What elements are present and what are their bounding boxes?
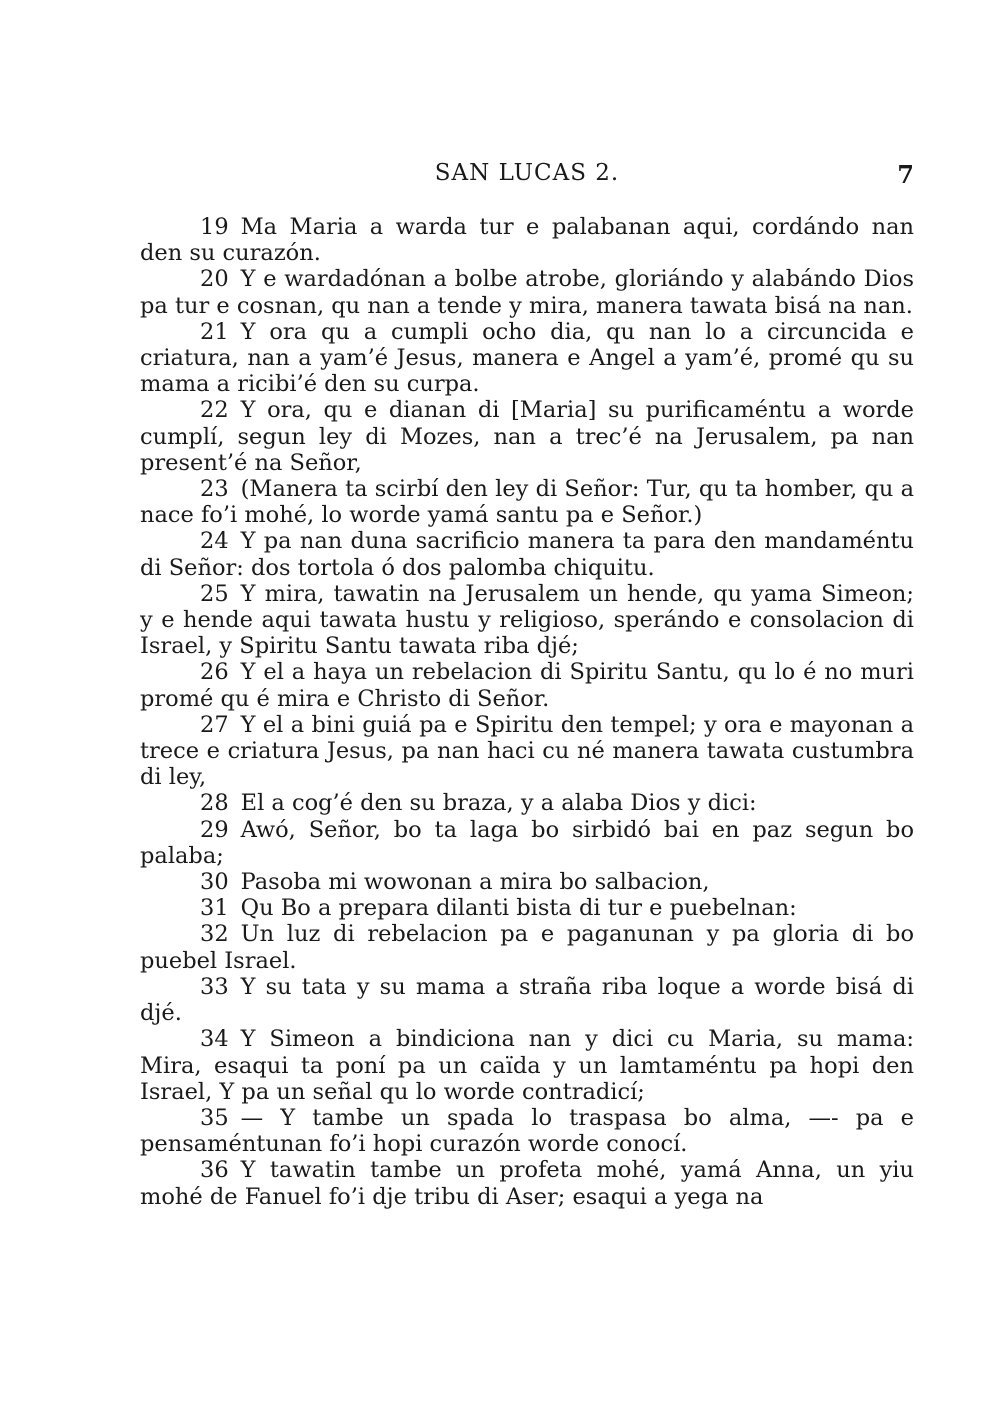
verse-number: 23 <box>200 476 229 503</box>
verse <box>140 1026 914 1105</box>
verse <box>140 895 914 921</box>
verse <box>140 1157 914 1209</box>
verse-number: 35 <box>200 1104 229 1131</box>
verse <box>140 476 914 528</box>
verse-text: Y su tata y su mama a straña riba loque a worde bisá di djé. <box>140 973 914 1027</box>
verse-number: 26 <box>200 659 229 686</box>
verse-number: 19 <box>200 214 229 240</box>
verse-number: 28 <box>200 790 229 817</box>
verse-number: 32 <box>200 921 229 948</box>
verse <box>140 790 914 816</box>
running-title: SAN LUCAS 2. <box>434 160 620 186</box>
chapter-text <box>140 214 914 1210</box>
verse <box>140 869 914 895</box>
verse <box>140 817 914 869</box>
verse <box>140 397 914 476</box>
verse-text: Y ora, qu e dianan di [Maria] su purificaméntu a worde cumplí, segun ley di Mozes, nan a trec’é na Jerusalem, pa nan present’é na Señor, <box>140 397 914 476</box>
verse <box>140 712 914 791</box>
verse-text: Qu Bo a prepara dilanti bista di tur e puebelnan: <box>240 895 797 922</box>
verse-number: 29 <box>200 816 229 843</box>
verse-text: Y el a bini guiá pa e Spiritu den tempel; y ora e mayonan a trece e criatura Jesus, pa nan haci cu né manera tawata custumbra di ley, <box>140 711 914 791</box>
verse-number: 33 <box>200 973 229 1000</box>
verse-number: 27 <box>200 711 229 738</box>
verse-number: 25 <box>200 580 229 607</box>
page-number: 7 <box>897 160 914 189</box>
verse <box>140 266 914 318</box>
verse-text: Y Simeon a bindiciona nan y dici cu Maria, su mama: Mira, esaqui ta poní pa un caïda y un lamtaméntu pa hopi den Israel, Y pa un señal qu lo worde contradicí; <box>140 1026 914 1105</box>
verse <box>140 1105 914 1157</box>
verse-number: 30 <box>200 869 229 896</box>
verse-number: 20 <box>200 266 229 293</box>
verse-text: Y pa nan duna sacrificio manera ta para den mandaméntu di Señor: dos tortola ó dos palomba chiquitu. <box>140 528 914 581</box>
verse-number: 34 <box>200 1026 229 1053</box>
verse-text: Y tawatin tambe un profeta mohé, yamá Anna, un yiu mohé de Fanuel fo’i dje tribu di Aser; esaqui a yega na <box>140 1157 914 1210</box>
verse-text: Ma Maria a warda tur e palabanan aqui, cordándo nan den su curazón. <box>140 214 914 267</box>
verse-number: 24 <box>200 528 229 555</box>
verse-text: (Manera ta scirbí den ley di Señor: Tur, qu ta homber, qu a nace fo’i mohé, lo worde yamá santu pa e Señor.) <box>140 476 914 529</box>
verse-number: 22 <box>200 397 229 424</box>
verse-text: Awó, Señor, bo ta laga bo sirbidó bai en paz segun bo palaba; <box>140 816 914 869</box>
verse-number: 31 <box>200 895 229 922</box>
verse-number: 21 <box>200 318 229 345</box>
verse <box>140 974 914 1026</box>
verse <box>140 581 914 660</box>
verse-text: Un luz di rebelacion pa e paganunan y pa gloria di bo puebel Israel. <box>140 921 914 974</box>
verse-text: Y e wardadónan a bolbe atrobe, gloriándo y alabándo Dios pa tur e cosnan, qu nan a tende y mira, manera tawata bisá na nan. <box>140 266 914 319</box>
verse-text: Y ora qu a cumpli ocho dia, qu nan lo a circuncida e criatura, nan a yam’é Jesus, manera e Angel a yam’é, promé qu su mama a ricibi’é den su curpa. <box>140 318 914 398</box>
verse <box>140 659 914 711</box>
verse-text: — Y tambe un spada lo traspasa bo alma, —- pa e pensaméntunan fo’i hopi curazón worde conocí. <box>140 1104 914 1158</box>
verse-text: Y el a haya un rebelacion di Spiritu Santu, qu lo é no muri promé qu é mira e Christo di Señor. <box>140 659 914 712</box>
verse <box>140 921 914 973</box>
verse-text: Pasoba mi wowonan a mira bo salbacion, <box>240 869 710 896</box>
verse-text: Y mira, tawatin na Jerusalem un hende, qu yama Simeon; y e hende aqui tawata hustu y religioso, sperándo e consolacion di Israel, y Spiritu Santu tawata riba djé; <box>140 580 914 660</box>
verse <box>140 214 914 266</box>
verse <box>140 319 914 398</box>
verse-text: El a cog’é den su braza, y a alaba Dios y dici: <box>240 790 757 817</box>
running-head <box>140 160 914 194</box>
verse-number: 36 <box>200 1157 229 1184</box>
verse <box>140 528 914 580</box>
